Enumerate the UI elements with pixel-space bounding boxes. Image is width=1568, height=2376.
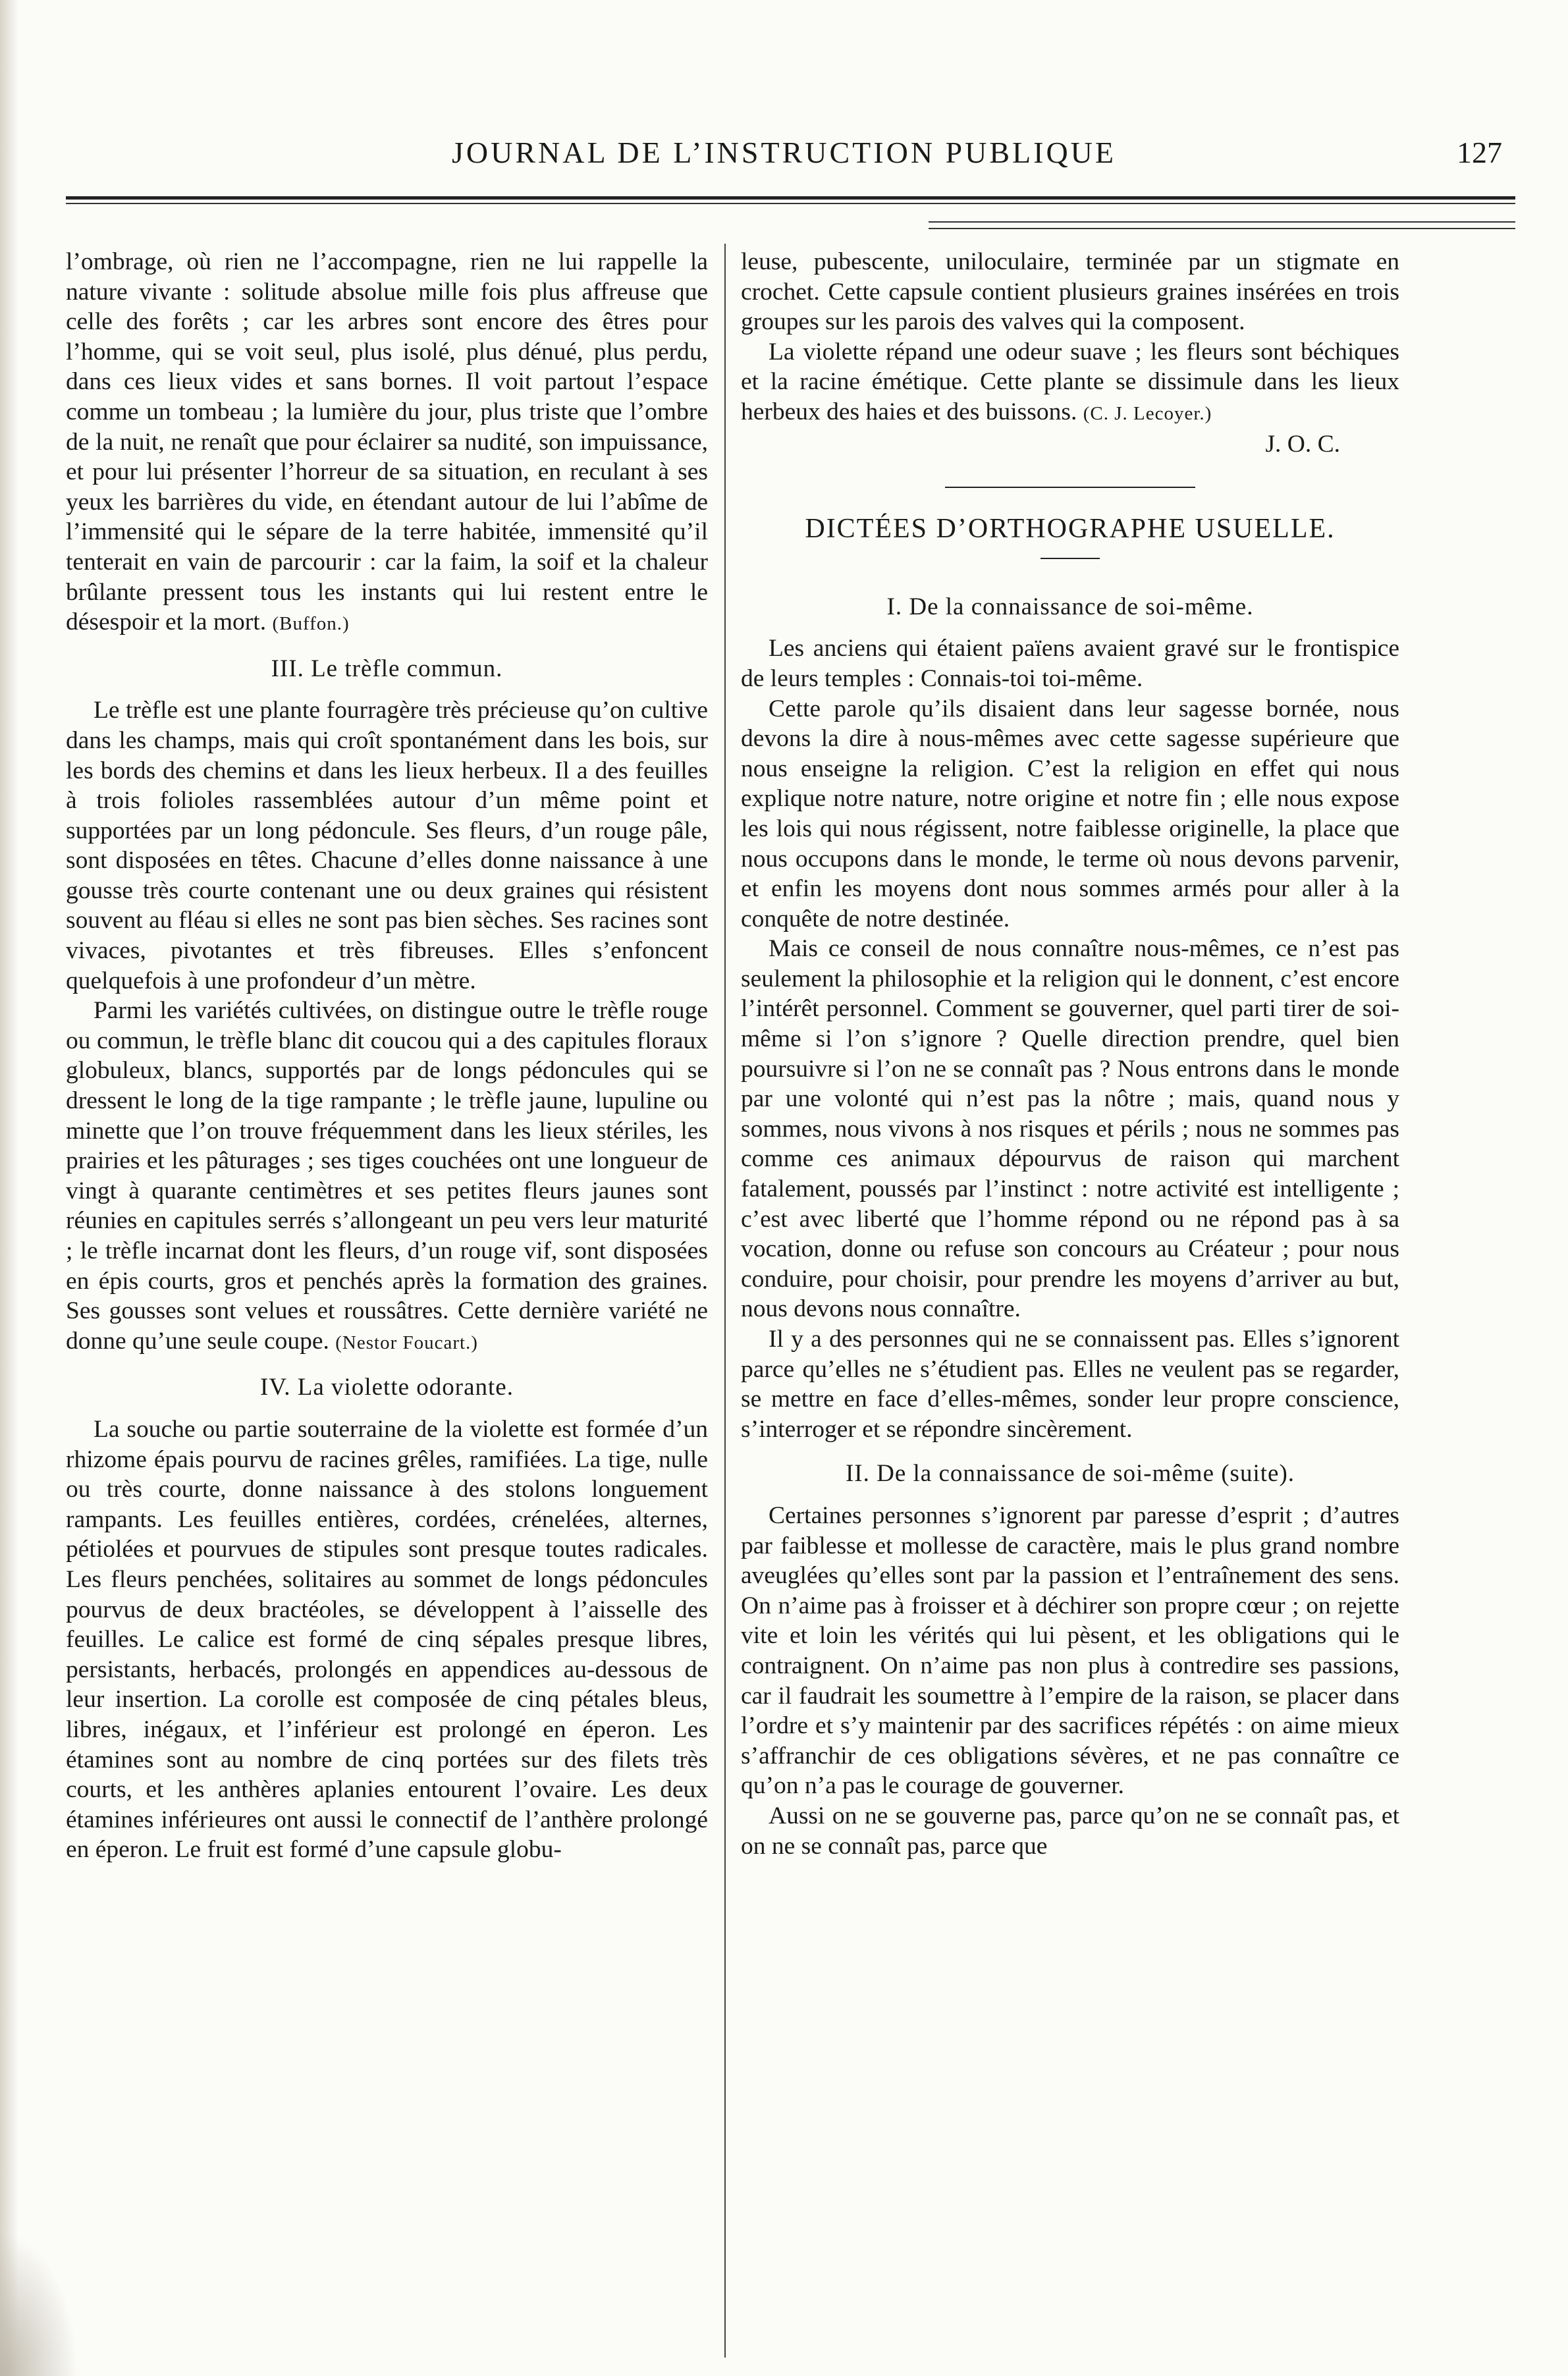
column-divider [724, 244, 726, 2358]
header-rule-extra-2 [929, 228, 1515, 229]
header-rule-thin [66, 203, 1515, 204]
left-column [66, 247, 708, 1865]
paragraph-trefle-2 [66, 996, 708, 1358]
paragraph-c1-2: Cette parole qu’ils disaient dans leur sagesse bornée, nous devons la dire à nous-mêmes avec cette sagesse supérieure que nous enseigne la religion. C’est la religion en effet qui nous explique notre nature, notre origine et notre fin ; elle nous expose les lois qui nous régissent, notre faiblesse originelle, la place que nous occupons dans le monde, le terme où nous devons parvenir, et enfin les moyens dont nous sommes armés pour aller à la conquête de notre destinée. [741, 695, 1399, 932]
author-credit: (Buffon.) [272, 613, 350, 635]
paragraph-text: La violette répand une odeur suave ; les fleurs sont béchiques et la racine émétique. Cette plante se dissimule dans les lieux herbeux des haies et des buissons. [741, 338, 1399, 425]
paragraph-c1-3: Mais ce conseil de nous connaître nous-mêmes, ce n’est pas seulement la philosophie et la religion qui le donnent, c’est encore l’intérêt personnel. Comment se gouverner, quel parti tirer de soi-même si l’on s’ignore ? Quelle direction prendre, quel bien poursuivre si l’on ne se connaît pas ? Nous entrons dans le monde par une volonté qui n’est pas la nôtre ; mais, quand nous y sommes, nous vivons à nos risques et périls ; nous ne sommes pas comme ces animaux dépourvus de raison qui marchent fatalement, poussés par l’instinct : notre activité est intelligente ; c’est avec liberté que l’homme répond ou ne répond pas à sa vocation, donne ou refuse son concours au Créateur ; pour nous conduire, pour choisir, pour prendre les moyens d’arriver au but, nous devons nous connaître. [741, 935, 1399, 1323]
paragraph-violette-cont: leuse, pubescente, uniloculaire, terminée par un stigmate en crochet. Cette capsule contient plusieurs graines insérées en trois groupes sur les parois des valves qui la composent. [741, 248, 1399, 336]
author-credit: (Nestor Foucart.) [335, 1332, 478, 1353]
paragraph-violette: La souche ou partie souterraine de la violette est formée d’un rhizome épais pourvu de racines grêles, ramifiées. La tige, nulle ou très courte, donne naissance à des stolons longuement rampants. Les feuilles entières, cordées, crénelées, alternes, pétiolées et pourvues de stipules sont presque toutes radicales. Les fleurs penchées, solitaires au sommet de longs pédoncules pourvus de deux bractéoles, se développent à l’aisselle des feuilles. Le calice est formé de cinq sépales presque libres, persistants, herbacés, prolongés en appendices au-dessous de leur insertion. La corolle est composée de cinq pétales bleus, libres, inégaux, et l’inférieur est prolongé en éperon. Les étamines sont au nombre de cinq portées sur des filets très courts, et les anthères aplanies entourent l’ovaire. Les deux étamines inférieures ont aussi le connectif de l’anthère prolongé en éperon. Le fruit est formé d’une capsule globu- [66, 1415, 708, 1864]
header-rule-thick [66, 196, 1515, 200]
right-column [741, 247, 1399, 1861]
paragraph-text: l’ombrage, où rien ne l’accompagne, rien ne lui rappelle la nature vivante : solitude absolue mille fois plus affreuse que celle des forêts ; car les arbres sont encore des êtres pour l’homme, qui se voit seul, plus isolé, plus dénué, plus perdu, dans ces lieux vides et sans bornes. Il voit partout l’espace comme un tombeau ; la lumière du jour, plus triste que l’ombre de la nuit, ne renaît que pour éclairer sa nudité, son impuissance, et pour lui présenter l’horreur de sa situation, en reculant à ses yeux les barrières du vide, en étendant autour de lui l’abîme de l’immensité qui le sépare de la terre habitée, immensité qu’il tenterait en vain de parcourir : car la faim, la soif et la chaleur brûlante pressent tous les instants qui lui restent entre le désespoir et la mort. [66, 248, 708, 636]
running-header [66, 135, 1502, 188]
paragraph-desert [66, 247, 708, 639]
subsection-heading-2: II. De la connaissance de soi-même (suite). [845, 1460, 1295, 1488]
paragraph-c1-1: Les anciens qui étaient païens avaient gravé sur le frontispice de leurs temples : Connais-toi toi-même. [741, 635, 1399, 692]
page-edge-shadow [0, 0, 18, 2376]
page-corner-stain [0, 2231, 79, 2376]
title-underline [1041, 558, 1100, 559]
section-separator [945, 487, 1195, 488]
paragraph-trefle-1: Le trèfle est une plante fourragère très précieuse qu’on cultive dans les champs, mais qui croît spontanément dans les bois, sur les bords des chemins et dans les lieux herbeux. Il a des feuilles à trois folioles rassemblées autour d’un même point et supportées par un long pédoncule. Ses fleurs, d’un rouge pâle, sont disposées en têtes. Chacune d’elles donne naissance à une gousse très courte contenant une ou deux graines qui résistent souvent au fléau si elles ne sont pas bien sèches. Ses racines sont vivaces, pivotantes et très fibreuses. Elles s’enfoncent quelquefois à une profondeur d’un mètre. [66, 697, 708, 994]
journal-title: JOURNAL DE L’INSTRUCTION PUBLIQUE [452, 136, 1116, 169]
signature: J. O. C. [1265, 430, 1340, 458]
section-title: DICTÉES D’ORTHOGRAPHE USUELLE. [805, 514, 1336, 545]
paragraph-c1-4: Il y a des personnes qui ne se connaissent pas. Elles s’ignorent parce qu’elles ne s’étudient pas. Elles ne veulent pas se regarder, se mettre en face d’elles-mêmes, sonder leur propre conscience, s’interroger et se répondre sincèrement. [741, 1326, 1399, 1443]
header-rule-extra-1 [929, 221, 1515, 223]
paragraph-c2-2: Aussi on ne se gouverne pas, parce qu’on ne se connaît pas, et on ne se connaît pas, parce que [741, 1802, 1399, 1860]
paragraph-text: Parmi les variétés cultivées, on distingue outre le trèfle rouge ou commun, le trèfle blanc dit coucou qui a des capitules floraux globuleux, blancs, supportés par de longs pédoncules qui se dressent le long de la tige rampante ; le trèfle jaune, lupuline ou minette que l’on trouve fréquemment dans les lieux stériles, les prairies et les pâturages ; ses tiges couchées ont une longueur de vingt à quarante centimètres et ses petites fleurs jaunes sont réunies en capitules serrés s’allongeant un peu vers leur maturité ; le trèfle incarnat dont les fleurs, d’un rouge vif, sont disposées en épis courts, gros et penchés après la formation des graines. Ses gousses sont velues et roussâtres. Cette dernière variété ne donne qu’une seule coupe. [66, 997, 708, 1355]
page-number: 127 [1457, 136, 1502, 169]
paragraph-violette-2 [741, 337, 1399, 429]
section-heading-trefle: III. Le trèfle commun. [271, 655, 503, 682]
author-credit: (C. J. Lecoyer.) [1083, 402, 1212, 424]
section-heading-violette: IV. La violette odorante. [260, 1374, 514, 1401]
paragraph-c2-1: Certaines personnes s’ignorent par paresse d’esprit ; d’autres par faiblesse et mollesse de caractère, mais le plus grand nombre aveuglées qu’elles sont par la passion et l’entraînement des sens. On n’aime pas à froisser et à déchirer son propre cœur ; on rejette vite et loin les vérités qui lui pèsent, et les obligations qui le contraignent. On n’aime pas non plus à contredire ses passions, car il faudrait les soumettre à l’empire de la raison, se placer dans l’ordre et s’y maintenir par des sacrifices répétés : on aime mieux s’affranchir de ces obligations sévères, et ne pas connaître ce qu’on n’a pas le courage de gouverner. [741, 1501, 1399, 1800]
subsection-heading-1: I. De la connaissance de soi-même. [886, 593, 1254, 620]
